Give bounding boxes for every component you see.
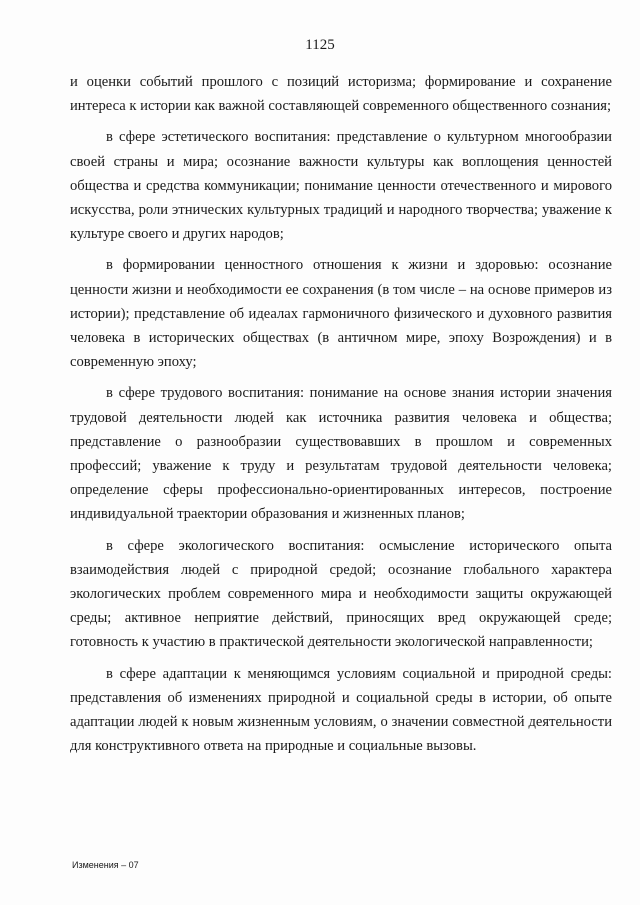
paragraph-aesthetic-education: в сфере эстетического воспитания: представление о культурном многообразии своей страны и мира; осознание важности культуры как воплощения ценностей общества и средства коммуникации; понимание ценности отечественного и мирового искусства, роли этнических культурных традиций и народного творчества; уважение к культуре своего и других народов; [70, 129, 612, 243]
paragraph-adaptation: в сфере адаптации к меняющимся условиям социальной и природной среды: представления об изменениях природной и социальной среды в истории, об опыте адаптации людей к новым жизненным условиям, о значении совместной деятельности для конструктивного ответа на природные и социальные вызовы. [70, 665, 612, 755]
paragraph-health-values: в формировании ценностного отношения к жизни и здоровью: осознание ценности жизни и необходимости ее сохранения (в том числе – на основе примеров из истории); представление об идеалах гармоничного физического и духовного развития человека в исторических обществах (в античном мире, эпоху Возрождения) и в современную эпоху; [70, 257, 612, 371]
body-text [70, 70, 612, 765]
paragraph-labor-education: в сфере трудового воспитания: понимание на основе знания истории значения трудовой деятельности людей как источника развития человека и общества; представление о разнообразии существовавших в прошлом и современных профессий; уважение к труду и результатам трудовой деятельности человека; определение сферы профессионально-ориентированных интересов, построение индивидуальной траектории образования и жизненных планов; [70, 385, 612, 523]
revision-footer: Изменения – 07 [72, 860, 139, 870]
paragraph-historical-continuation: и оценки событий прошлого с позиций историзма; формирование и сохранение интереса к истории как важной составляющей современного общественного сознания; [70, 74, 612, 115]
page-number: 1125 [305, 37, 335, 53]
paragraph-ecological-education: в сфере экологического воспитания: осмысление исторического опыта взаимодействия людей с природной средой; осознание глобального характера экологических проблем современного мира и необходимости защиты окружающей среды; активное неприятие действий, приносящих вред окружающей среде; готовность к участию в практической деятельности экологической направленности; [70, 537, 612, 651]
